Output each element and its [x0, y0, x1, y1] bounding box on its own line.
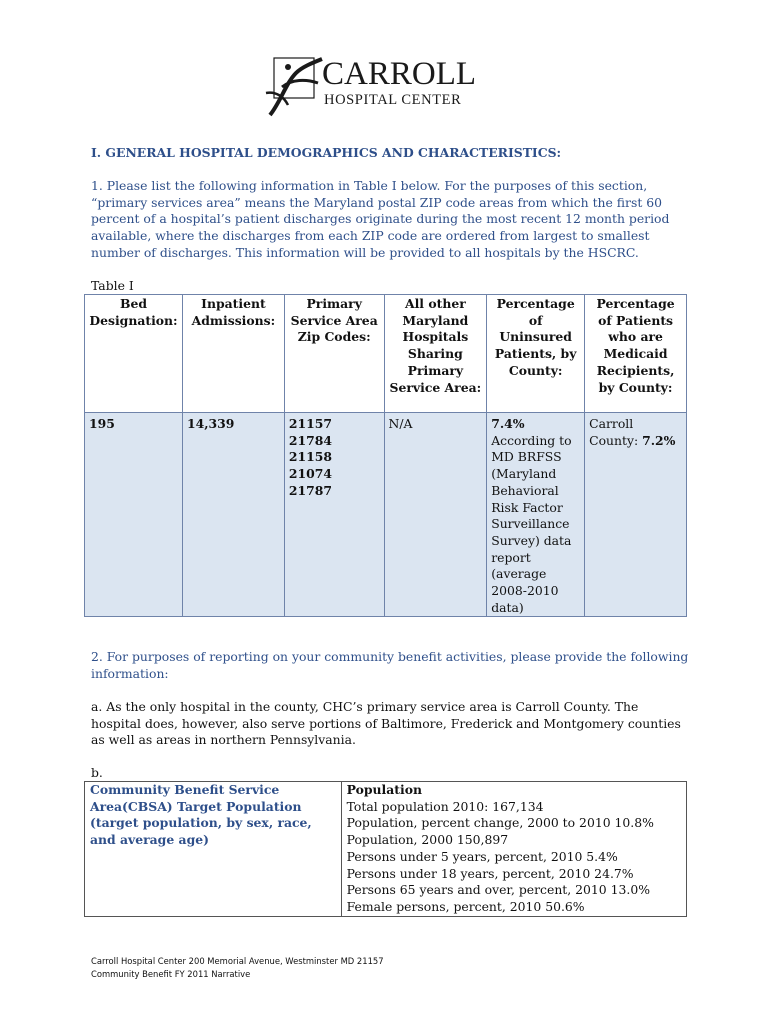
population-line: Population, 2000 150,897	[346, 832, 509, 848]
population-line: Total population 2010: 167,134	[346, 798, 544, 814]
population-line: Female persons, percent, 2010 50.6%	[346, 898, 585, 914]
population-cell	[341, 782, 686, 917]
question-1: 1. Please list the following information in Table I below. For the purposes of this section, “primary services area” means the Maryland postal ZIP code areas from which the first 60 percent of a hospital’s patient discharges originate during the most recent 12 month period available, where the discharges from each ZIP code are ordered from largest to smallest number of discharges. This information will be provided to all hospitals by the HSCRC.	[91, 178, 670, 260]
footer-title: Community Benefit FY 2011 Narrative	[91, 969, 251, 979]
zip-code: 21784	[288, 432, 332, 448]
cell-uninsured	[487, 413, 585, 617]
zip-code: 21157	[288, 416, 332, 431]
header-uninsured-pct: Percentage of Uninsured Patients, by County:	[487, 295, 585, 413]
section-heading: I. GENERAL HOSPITAL DEMOGRAPHICS AND CHARACTERISTICS:	[91, 145, 562, 160]
cell-medicaid	[585, 413, 687, 617]
page-footer	[91, 955, 384, 981]
cell-bed-designation: 195	[85, 413, 183, 617]
table-2	[84, 781, 687, 917]
population-line: Persons under 18 years, percent, 2010 24.7%	[346, 865, 634, 881]
logo-name: CARROLL	[322, 56, 477, 92]
zip-code: 21158	[288, 449, 332, 465]
population-line: Population, percent change, 2000 to 2010 10.8%	[346, 815, 654, 831]
answer-a: a. As the only hospital in the county, CHC’s primary service area is Carroll County. The hospital does, however, also serve portions of Baltimore, Frederick and Montgomery counties as well as areas in northern Pennsylvania.	[91, 699, 681, 748]
footer-address: Carroll Hospital Center 200 Memorial Avenue, Westminster MD 21157	[91, 956, 384, 966]
question-2: 2. For purposes of reporting on your community benefit activities, please provide the following information:	[91, 649, 689, 681]
carroll-logo	[262, 53, 502, 121]
population-line: Persons 65 years and over, percent, 2010 13.0%	[346, 882, 650, 898]
header-other-hospitals: All other Maryland Hospitals Sharing Primary Service Area:	[384, 295, 487, 413]
logo-subtitle: HOSPITAL CENTER	[324, 92, 462, 108]
header-bed-designation: Bed Designation:	[85, 295, 183, 413]
uninsured-pct: 7.4%	[491, 416, 525, 431]
zip-code: 21787	[288, 482, 332, 498]
cell-other-hospitals: N/A	[384, 413, 487, 617]
cbsa-target-population-header: Community Benefit Service Area(CBSA) Target Population (target population, by sex, race, and average age)	[85, 782, 342, 917]
population-line: Persons under 5 years, percent, 2010 5.4%	[346, 848, 618, 864]
cell-inpatient-admissions: 14,339	[182, 413, 284, 617]
table-1-header-row	[85, 295, 687, 413]
zip-code: 21074	[288, 466, 332, 482]
population-header: Population	[346, 782, 422, 797]
medicaid-county: Carroll County:	[589, 416, 643, 448]
header-zip-codes: Primary Service Area Zip Codes:	[284, 295, 384, 413]
uninsured-note: According to MD BRFSS (Maryland Behavioral Risk Factor Surveillance Survey) data report (average 2008-2010 data)	[491, 432, 572, 615]
table-row	[85, 413, 687, 617]
table-1	[84, 294, 687, 617]
table-1-label: Table I	[91, 278, 134, 293]
header-medicaid-pct: Percentage of Patients who are Medicaid Recipients, by County:	[585, 295, 687, 413]
label-b: b.	[91, 765, 103, 780]
table-row	[85, 782, 687, 917]
cell-zip-codes	[284, 413, 384, 617]
medicaid-pct: 7.2%	[642, 432, 676, 448]
header-inpatient-admissions: Inpatient Admissions:	[182, 295, 284, 413]
